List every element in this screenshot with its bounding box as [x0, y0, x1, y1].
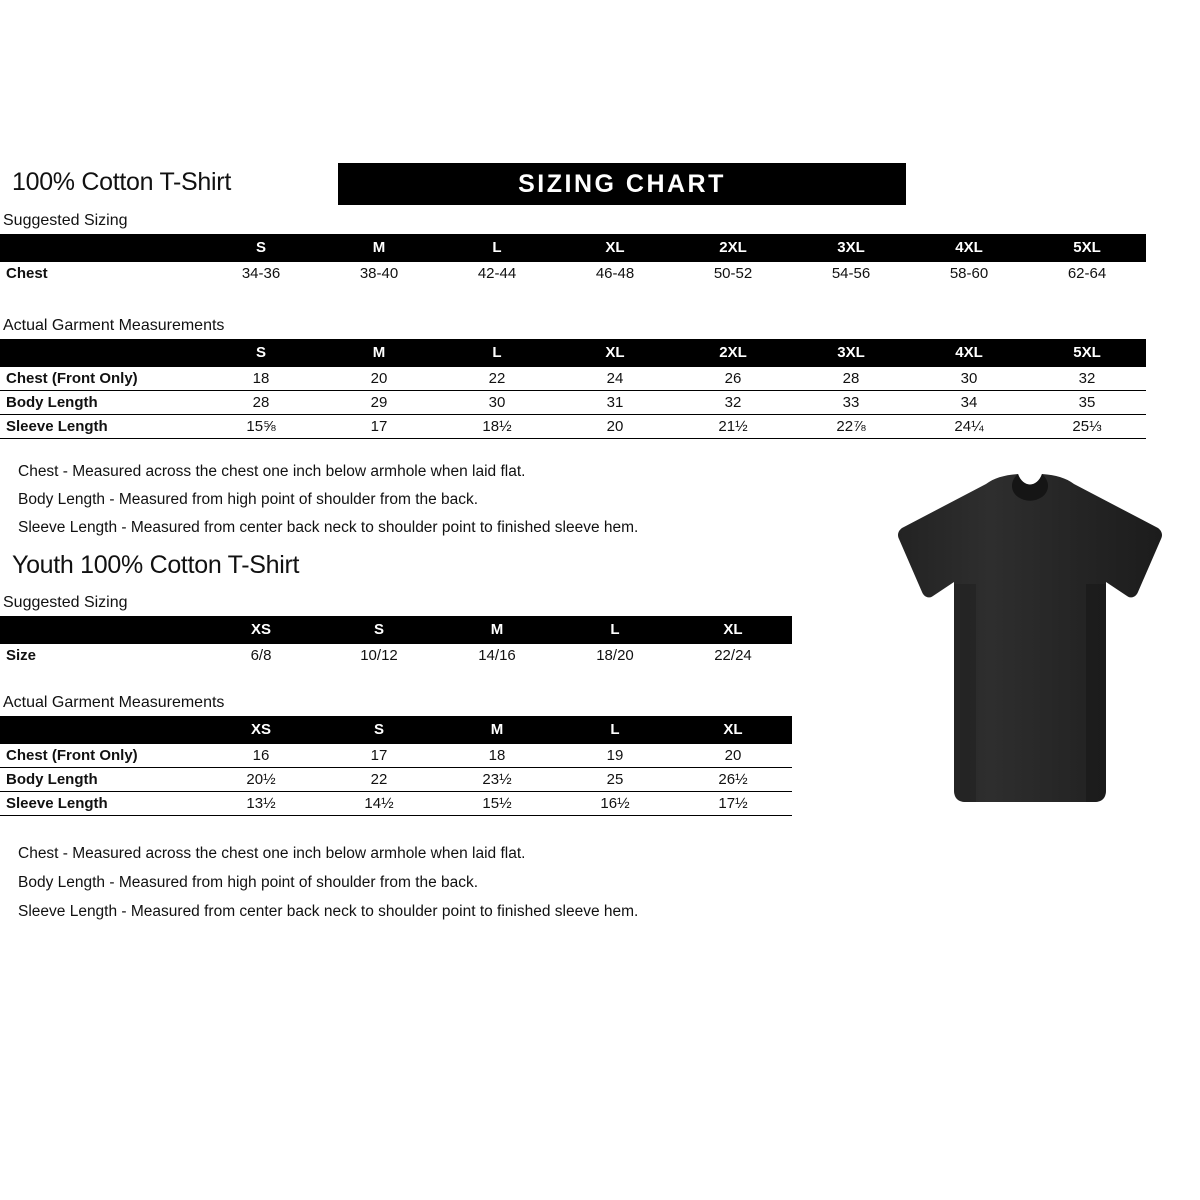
cell: 54-56: [792, 262, 910, 285]
tshirt-illustration: [890, 472, 1170, 812]
cell: 33: [792, 391, 910, 415]
cell: 18/20: [556, 644, 674, 667]
cell: 22: [320, 768, 438, 792]
col-header: 5XL: [1028, 339, 1146, 367]
cell: 16½: [556, 792, 674, 816]
col-header: 3XL: [792, 234, 910, 262]
cell: 62-64: [1028, 262, 1146, 285]
col-header: M: [320, 234, 438, 262]
cell: 20: [320, 367, 438, 391]
cell: 17: [320, 744, 438, 768]
youth-actual-label: Actual Garment Measurements: [3, 694, 225, 711]
cell: 38-40: [320, 262, 438, 285]
cell: 20½: [202, 768, 320, 792]
cell: 26½: [674, 768, 792, 792]
cell: 34-36: [202, 262, 320, 285]
cell: 17: [320, 415, 438, 439]
youth-note-body-length: Body Length - Measured from high point of shoulder from the back.: [18, 874, 479, 891]
cell: 32: [1028, 367, 1146, 391]
adult-note-sleeve-length: Sleeve Length - Measured from center back neck to shoulder point to finished sleeve hem.: [18, 519, 639, 536]
col-header: M: [320, 339, 438, 367]
col-header: S: [320, 716, 438, 744]
cell: 16: [202, 744, 320, 768]
cell: 30: [438, 391, 556, 415]
col-header: 4XL: [910, 234, 1028, 262]
youth-section-heading: Youth 100% Cotton T-Shirt: [12, 551, 300, 579]
cell: 14/16: [438, 644, 556, 667]
table-row: [0, 744, 792, 768]
cell: 18: [438, 744, 556, 768]
table-header-row: [0, 616, 792, 644]
col-header: L: [556, 616, 674, 644]
col-header: S: [320, 616, 438, 644]
cell: 32: [674, 391, 792, 415]
cell: 25: [556, 768, 674, 792]
col-header: M: [438, 616, 556, 644]
col-header: 3XL: [792, 339, 910, 367]
adult-note-body-length: Body Length - Measured from high point of shoulder from the back.: [18, 491, 479, 508]
col-header: XL: [556, 339, 674, 367]
table-row: [0, 367, 1146, 391]
col-header: XS: [202, 616, 320, 644]
cell: 46-48: [556, 262, 674, 285]
cell: 58-60: [910, 262, 1028, 285]
row-label: Chest (Front Only): [0, 367, 202, 391]
adult-note-chest: Chest - Measured across the chest one inch below armhole when laid flat.: [18, 463, 526, 480]
cell: 15½: [438, 792, 556, 816]
cell: 21½: [674, 415, 792, 439]
col-header: [0, 716, 202, 744]
col-header: L: [556, 716, 674, 744]
cell: 18: [202, 367, 320, 391]
row-label: Size: [0, 644, 202, 667]
col-header: M: [438, 716, 556, 744]
col-header: [0, 339, 202, 367]
table-row: [0, 644, 792, 667]
col-header: XS: [202, 716, 320, 744]
youth-suggested-table: [0, 616, 792, 667]
cell: 22: [438, 367, 556, 391]
cell: 18½: [438, 415, 556, 439]
cell: 26: [674, 367, 792, 391]
cell: 25⅓: [1028, 415, 1146, 439]
col-header: L: [438, 234, 556, 262]
youth-note-chest: Chest - Measured across the chest one inch below armhole when laid flat.: [18, 845, 526, 862]
cell: 22/24: [674, 644, 792, 667]
cell: 23½: [438, 768, 556, 792]
table-header-row: [0, 234, 1146, 262]
cell: 42-44: [438, 262, 556, 285]
row-label: Chest (Front Only): [0, 744, 202, 768]
youth-note-sleeve-length: Sleeve Length - Measured from center back neck to shoulder point to finished sleeve hem.: [18, 903, 639, 920]
row-label: Sleeve Length: [0, 415, 202, 439]
adult-suggested-table: [0, 234, 1146, 285]
adult-actual-table: [0, 339, 1146, 439]
col-header: XL: [556, 234, 674, 262]
col-header: 5XL: [1028, 234, 1146, 262]
cell: 50-52: [674, 262, 792, 285]
cell: 15⅝: [202, 415, 320, 439]
cell: 20: [674, 744, 792, 768]
cell: 31: [556, 391, 674, 415]
col-header: S: [202, 234, 320, 262]
cell: 35: [1028, 391, 1146, 415]
youth-actual-table: [0, 716, 792, 816]
cell: 28: [792, 367, 910, 391]
cell: 6/8: [202, 644, 320, 667]
table-header-row: [0, 339, 1146, 367]
col-header: 2XL: [674, 234, 792, 262]
row-label: Body Length: [0, 768, 202, 792]
row-label: Sleeve Length: [0, 792, 202, 816]
cell: 22⅞: [792, 415, 910, 439]
cell: 28: [202, 391, 320, 415]
col-header: 4XL: [910, 339, 1028, 367]
youth-suggested-label: Suggested Sizing: [3, 594, 128, 611]
cell: 14½: [320, 792, 438, 816]
cell: 20: [556, 415, 674, 439]
table-row: [0, 391, 1146, 415]
table-row: [0, 792, 792, 816]
table-row: [0, 262, 1146, 285]
cell: 13½: [202, 792, 320, 816]
cell: 24¼: [910, 415, 1028, 439]
sizing-chart-banner-title: SIZING CHART: [518, 170, 726, 198]
cell: 30: [910, 367, 1028, 391]
row-label: Body Length: [0, 391, 202, 415]
row-label: Chest: [0, 262, 202, 285]
cell: 34: [910, 391, 1028, 415]
table-row: [0, 415, 1146, 439]
col-header: XL: [674, 616, 792, 644]
cell: 29: [320, 391, 438, 415]
table-header-row: [0, 716, 792, 744]
cell: 24: [556, 367, 674, 391]
col-header: [0, 616, 202, 644]
adult-section-heading: 100% Cotton T-Shirt: [12, 168, 231, 196]
col-header: L: [438, 339, 556, 367]
col-header: [0, 234, 202, 262]
col-header: 2XL: [674, 339, 792, 367]
sizing-chart-banner: [338, 163, 906, 205]
col-header: XL: [674, 716, 792, 744]
cell: 10/12: [320, 644, 438, 667]
cell: 17½: [674, 792, 792, 816]
col-header: S: [202, 339, 320, 367]
adult-suggested-label: Suggested Sizing: [3, 212, 128, 229]
cell: 19: [556, 744, 674, 768]
table-row: [0, 768, 792, 792]
adult-actual-label: Actual Garment Measurements: [3, 317, 225, 334]
